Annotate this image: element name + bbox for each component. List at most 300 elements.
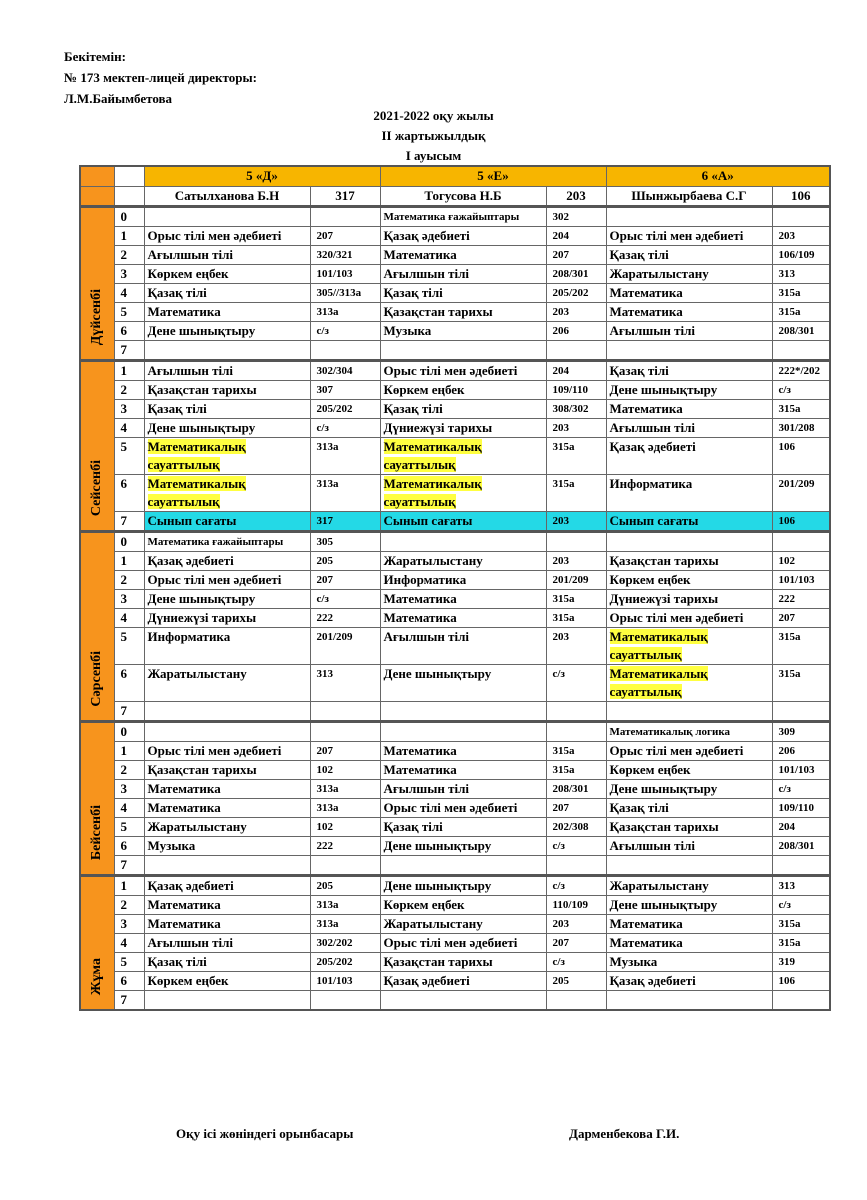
lesson-row (80, 952, 830, 971)
lesson-row (80, 701, 830, 721)
subject: Дене шынықтыру (383, 665, 492, 681)
room-cell: 203 (546, 627, 606, 664)
lesson-row (80, 226, 830, 245)
lesson-row (80, 206, 830, 226)
subject-cell (380, 321, 546, 340)
subject-cell (380, 779, 546, 798)
lesson-number: 0 (114, 531, 144, 551)
subject: Қазақстан тарихы (147, 381, 257, 397)
subject: Дене шынықтыру (609, 896, 718, 912)
subject-cell (144, 990, 310, 1010)
subject: Математикалық сауаттылық (383, 438, 482, 472)
schedule-table (79, 165, 831, 1011)
subject-cell (380, 760, 546, 779)
lesson-row (80, 531, 830, 551)
lesson-row (80, 855, 830, 875)
subject: Сынып сағаты (609, 512, 699, 528)
subject: Қазақ тілі (383, 400, 443, 416)
subject-cell (144, 531, 310, 551)
lesson-row (80, 933, 830, 952)
subject: Жаратылыстану (383, 915, 483, 931)
room-cell: 101/103 (772, 570, 830, 589)
room-cell: 308/302 (546, 399, 606, 418)
lesson-number: 3 (114, 589, 144, 608)
room-cell: 205 (310, 875, 380, 895)
lesson-row (80, 914, 830, 933)
subject-cell (606, 437, 772, 474)
room-cell (310, 206, 380, 226)
subject-cell (144, 206, 310, 226)
subject: Ағылшын тілі (147, 246, 234, 262)
subject: Көркем еңбек (609, 761, 691, 777)
subject-cell (606, 933, 772, 952)
subject-cell (144, 608, 310, 627)
class-name: 6 «А» (606, 166, 830, 186)
lesson-row (80, 741, 830, 760)
subject-cell (380, 895, 546, 914)
lesson-row (80, 399, 830, 418)
room-cell: 313а (310, 302, 380, 321)
room-cell: с/з (546, 836, 606, 855)
lesson-number: 6 (114, 474, 144, 511)
room-cell: 201/209 (546, 570, 606, 589)
subject: Жаратылыстану (147, 665, 247, 681)
room-cell (546, 990, 606, 1010)
subject-cell (380, 914, 546, 933)
subject-cell (380, 437, 546, 474)
room-cell (546, 531, 606, 551)
subject: Қазақ тілі (147, 400, 207, 416)
subject-cell (380, 664, 546, 701)
subject: Математикалық сауаттылық (147, 438, 246, 472)
room-cell (546, 855, 606, 875)
subject-cell (606, 511, 772, 531)
subject-cell (606, 321, 772, 340)
subject: Математикалық логика (609, 725, 731, 738)
room-cell: 207 (772, 608, 830, 627)
subject-cell (144, 627, 310, 664)
lesson-number: 5 (114, 817, 144, 836)
subject-cell (380, 264, 546, 283)
room-cell: 203 (546, 551, 606, 570)
subject-cell (144, 474, 310, 511)
subject-cell (144, 360, 310, 380)
lesson-row (80, 302, 830, 321)
teacher-name: Шынжырбаева С.Г (606, 186, 772, 206)
room-cell (772, 340, 830, 360)
teacher-row (80, 186, 830, 206)
room-cell: 109/110 (772, 798, 830, 817)
room-cell: 301/208 (772, 418, 830, 437)
lesson-number: 7 (114, 990, 144, 1010)
subject-cell (606, 701, 772, 721)
room-cell: с/з (310, 418, 380, 437)
room-cell (310, 721, 380, 741)
room-cell: 106/109 (772, 245, 830, 264)
subject-cell (144, 511, 310, 531)
subject: Математика (609, 284, 683, 300)
subject-cell (606, 741, 772, 760)
lesson-row (80, 779, 830, 798)
subject-cell (144, 798, 310, 817)
subject-cell (380, 589, 546, 608)
lesson-number: 2 (114, 245, 144, 264)
room-cell: 109/110 (546, 380, 606, 399)
room-cell: 319 (772, 952, 830, 971)
subject-cell (144, 399, 310, 418)
room-cell: 205/202 (310, 952, 380, 971)
room-cell: 302/202 (310, 933, 380, 952)
teacher-blank (114, 186, 144, 206)
subject-cell (606, 531, 772, 551)
room-cell: 315а (546, 474, 606, 511)
subject-cell (380, 551, 546, 570)
lesson-row (80, 608, 830, 627)
approval-line: Бекітемін: (64, 49, 126, 64)
class-name: 5 «Е» (380, 166, 606, 186)
subject: Музыка (147, 837, 196, 853)
subject: Ағылшын тілі (609, 837, 696, 853)
lesson-number: 1 (114, 360, 144, 380)
room-cell: 315а (546, 760, 606, 779)
subject-cell (606, 551, 772, 570)
lesson-row (80, 721, 830, 741)
subject-cell (380, 360, 546, 380)
day-cell (80, 875, 114, 1010)
room-cell: 313а (310, 895, 380, 914)
subject: Орыс тілі мен әдебиеті (147, 742, 282, 758)
subject-cell (144, 914, 310, 933)
room-cell (772, 855, 830, 875)
room-cell: 208/301 (546, 779, 606, 798)
subject: Қазақ әдебиеті (147, 552, 234, 568)
room-cell: 102 (310, 817, 380, 836)
subject: Дене шынықтыру (383, 837, 492, 853)
subject: Сынып сағаты (147, 512, 237, 528)
subject: Қазақ тілі (383, 284, 443, 300)
lesson-number: 4 (114, 608, 144, 627)
lesson-number: 5 (114, 302, 144, 321)
subject-cell (606, 380, 772, 399)
subject: Математикалық сауаттылық (609, 628, 708, 662)
subject: Математика (147, 799, 221, 815)
subject-cell (606, 855, 772, 875)
subject: Қазақстан тарихы (147, 761, 257, 777)
subject: Орыс тілі мен әдебиеті (609, 742, 744, 758)
subject-cell (144, 589, 310, 608)
day-cell (80, 721, 114, 875)
subject: Дүниежүзі тарихы (383, 419, 493, 435)
teacher-corner (80, 186, 114, 206)
subject: Орыс тілі мен әдебиеті (383, 362, 518, 378)
room-cell: 315а (546, 741, 606, 760)
subject: Ағылшын тілі (383, 628, 470, 644)
lesson-row (80, 760, 830, 779)
room-cell: 315а (546, 437, 606, 474)
shift: І ауысым (405, 148, 462, 163)
room-cell (310, 701, 380, 721)
room-cell: 207 (546, 933, 606, 952)
room-cell: 106 (772, 971, 830, 990)
subject: Математика (147, 915, 221, 931)
subject-cell (144, 437, 310, 474)
subject-cell (380, 418, 546, 437)
subject: Жаратылыстану (147, 818, 247, 834)
room-cell: 315а (772, 627, 830, 664)
lesson-number: 4 (114, 798, 144, 817)
subject-cell (380, 399, 546, 418)
subject: Ағылшын тілі (147, 362, 234, 378)
room-cell: с/з (310, 589, 380, 608)
lesson-row (80, 817, 830, 836)
lesson-row (80, 971, 830, 990)
subject-cell (144, 701, 310, 721)
room-cell: 205/202 (546, 283, 606, 302)
subject: Дүниежүзі тарихы (609, 590, 719, 606)
subject-cell (606, 264, 772, 283)
subject-cell (606, 971, 772, 990)
room-cell: с/з (772, 779, 830, 798)
header-corner (80, 166, 114, 186)
lesson-number: 0 (114, 721, 144, 741)
room-cell: 315а (546, 589, 606, 608)
class-name: 5 «Д» (144, 166, 380, 186)
room-cell: 205 (310, 551, 380, 570)
subject-cell (606, 817, 772, 836)
subject-cell (144, 570, 310, 589)
subject-cell (144, 551, 310, 570)
lesson-row (80, 245, 830, 264)
room-cell: 204 (546, 360, 606, 380)
subject: Математикалық сауаттылық (609, 665, 708, 699)
lesson-number: 6 (114, 321, 144, 340)
lesson-row (80, 360, 830, 380)
teacher-room: 317 (310, 186, 380, 206)
room-cell (772, 990, 830, 1010)
lesson-number: 6 (114, 664, 144, 701)
lesson-row (80, 875, 830, 895)
room-cell: 302 (546, 206, 606, 226)
lesson-row (80, 418, 830, 437)
subject: Математика (609, 915, 683, 931)
room-cell: с/з (546, 952, 606, 971)
room-cell: 313 (310, 664, 380, 701)
class-header-row (80, 166, 830, 186)
lesson-number: 3 (114, 264, 144, 283)
lesson-number: 2 (114, 570, 144, 589)
subject: Қазақ әдебиеті (609, 438, 696, 454)
room-cell: 203 (546, 511, 606, 531)
subject: Математика (609, 400, 683, 416)
subject: Ағылшын тілі (383, 265, 470, 281)
subject-cell (606, 245, 772, 264)
subject: Қазақ әдебиеті (383, 227, 470, 243)
subject-cell (606, 206, 772, 226)
subject-cell (144, 264, 310, 283)
subject-cell (606, 589, 772, 608)
room-cell: 101/103 (310, 264, 380, 283)
subject-cell (380, 933, 546, 952)
lesson-row (80, 895, 830, 914)
room-cell: 317 (310, 511, 380, 531)
room-cell: 202/308 (546, 817, 606, 836)
room-cell (310, 340, 380, 360)
subject: Математика (383, 609, 457, 625)
teacher-name: Сатылханова Б.Н (144, 186, 310, 206)
subject-cell (380, 245, 546, 264)
lesson-number: 7 (114, 701, 144, 721)
teacher-room: 106 (772, 186, 830, 206)
title-block (0, 106, 867, 166)
lesson-number: 3 (114, 914, 144, 933)
room-cell: 313а (310, 474, 380, 511)
lesson-row (80, 798, 830, 817)
room-cell: 222*/202 (772, 360, 830, 380)
lesson-number: 1 (114, 875, 144, 895)
room-cell (310, 855, 380, 875)
subject: Дене шынықтыру (609, 780, 718, 796)
subject: Дүниежүзі тарихы (147, 609, 257, 625)
subject: Информатика (147, 628, 231, 644)
lesson-row (80, 380, 830, 399)
room-cell: 313а (310, 914, 380, 933)
room-cell: 309 (772, 721, 830, 741)
room-cell: с/з (772, 895, 830, 914)
day-cell (80, 360, 114, 531)
subject: Музыка (609, 953, 658, 969)
day-label: Бейсенбі (89, 805, 105, 861)
subject-cell (380, 741, 546, 760)
subject-cell (606, 226, 772, 245)
subject: Математика (147, 896, 221, 912)
room-cell (546, 340, 606, 360)
room-cell: 208/301 (772, 836, 830, 855)
subject: Орыс тілі мен әдебиеті (147, 227, 282, 243)
lesson-row (80, 570, 830, 589)
room-cell (546, 701, 606, 721)
room-cell: 207 (310, 570, 380, 589)
room-cell: с/з (310, 321, 380, 340)
subject: Қазақ тілі (609, 362, 669, 378)
room-cell: 204 (546, 226, 606, 245)
subject: Жаратылыстану (609, 877, 709, 893)
subject: Математика (383, 590, 457, 606)
day-label: Дүйсенбі (89, 289, 105, 346)
subject-cell (380, 875, 546, 895)
lesson-row (80, 664, 830, 701)
approval-block (64, 46, 257, 109)
subject-cell (380, 608, 546, 627)
approval-line: № 173 мектеп-лицей директоры: (64, 70, 257, 85)
room-cell: 315а (772, 399, 830, 418)
subject: Дене шынықтыру (609, 381, 718, 397)
room-cell: 102 (772, 551, 830, 570)
subject-cell (144, 855, 310, 875)
lesson-number: 7 (114, 511, 144, 531)
subject: Көркем еңбек (147, 972, 229, 988)
subject-cell (380, 226, 546, 245)
subject: Қазақ әдебиеті (147, 877, 234, 893)
room-cell: 205 (546, 971, 606, 990)
room-cell (772, 531, 830, 551)
room-cell: 315а (772, 302, 830, 321)
subject-cell (380, 340, 546, 360)
subject-cell (380, 511, 546, 531)
subject-cell (380, 855, 546, 875)
room-cell: 315а (772, 914, 830, 933)
header-blank (114, 166, 144, 186)
subject-cell (606, 798, 772, 817)
room-cell: 315а (772, 664, 830, 701)
lesson-row (80, 321, 830, 340)
lesson-number: 2 (114, 895, 144, 914)
room-cell: 307 (310, 380, 380, 399)
subject-cell (144, 340, 310, 360)
lesson-row (80, 990, 830, 1010)
subject-cell (144, 321, 310, 340)
subject: Көркем еңбек (147, 265, 229, 281)
subject-cell (144, 971, 310, 990)
room-cell (546, 721, 606, 741)
lesson-number: 7 (114, 855, 144, 875)
subject: Математика (609, 303, 683, 319)
subject-cell (606, 608, 772, 627)
room-cell: 207 (546, 245, 606, 264)
subject: Информатика (609, 475, 693, 491)
subject: Орыс тілі мен әдебиеті (609, 609, 744, 625)
subject: Қазақ тілі (383, 818, 443, 834)
room-cell: 206 (772, 741, 830, 760)
room-cell: с/з (546, 664, 606, 701)
subject: Қазақ әдебиеті (383, 972, 470, 988)
subject-cell (606, 990, 772, 1010)
room-cell: 203 (546, 302, 606, 321)
subject: Сынып сағаты (383, 512, 473, 528)
subject: Дене шынықтыру (147, 419, 256, 435)
subject: Ағылшын тілі (147, 934, 234, 950)
lesson-number: 5 (114, 437, 144, 474)
subject-cell (606, 283, 772, 302)
lesson-row (80, 551, 830, 570)
subject-cell (380, 721, 546, 741)
subject: Қазақ тілі (147, 953, 207, 969)
subject: Қазақстан тарихы (383, 303, 493, 319)
room-cell: 208/301 (546, 264, 606, 283)
subject-cell (144, 283, 310, 302)
subject: Математика ғажайыптары (383, 210, 520, 223)
room-cell: 222 (310, 836, 380, 855)
subject: Көркем еңбек (383, 381, 465, 397)
subject: Ағылшын тілі (609, 322, 696, 338)
room-cell: 207 (310, 226, 380, 245)
subject-cell (380, 836, 546, 855)
subject: Қазақстан тарихы (609, 552, 719, 568)
subject: Орыс тілі мен әдебиеті (147, 571, 282, 587)
subject: Қазақстан тарихы (609, 818, 719, 834)
subject: Математика (383, 761, 457, 777)
room-cell: 106 (772, 437, 830, 474)
lesson-number: 1 (114, 226, 144, 245)
room-cell: 302/304 (310, 360, 380, 380)
room-cell: 222 (772, 589, 830, 608)
lesson-number: 0 (114, 206, 144, 226)
deputy-name: Дарменбекова Г.И. (569, 1126, 680, 1141)
subject-cell (380, 283, 546, 302)
room-cell: 203 (546, 914, 606, 933)
room-cell: 313а (310, 779, 380, 798)
teacher-room: 203 (546, 186, 606, 206)
subject-cell (144, 245, 310, 264)
